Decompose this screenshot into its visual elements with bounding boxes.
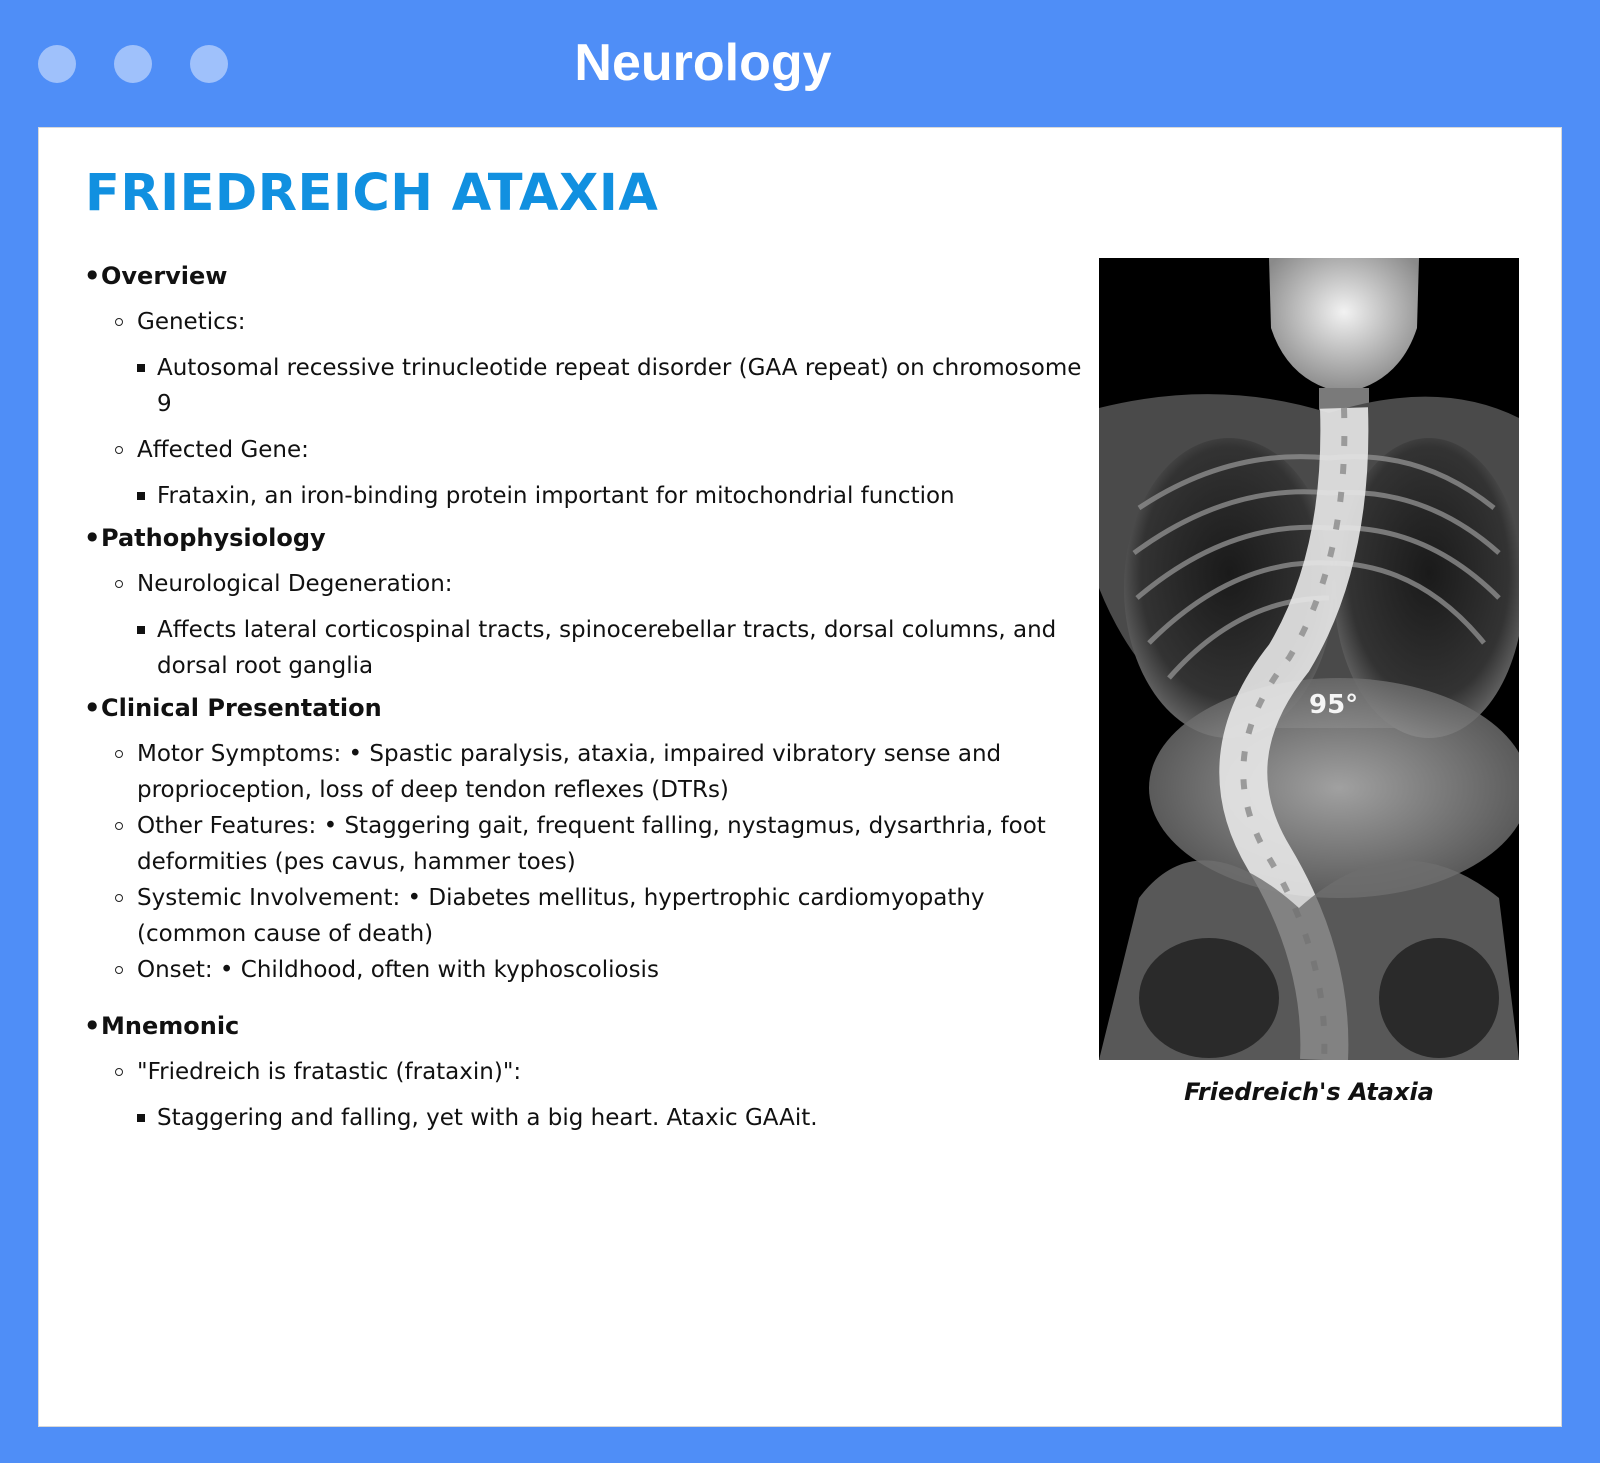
list-item — [101, 350, 1085, 422]
item-text: Other Features: • Staggering gait, frequent falling, nystagmus, dysarthria, foot deformities (pes cavus, hammer toes) — [137, 813, 1046, 875]
item-text: Frataxin, an iron-binding protein important for mitochondrial function — [157, 483, 955, 509]
list-item — [101, 880, 1085, 952]
list-item — [101, 478, 1085, 514]
circle-bullet-icon — [115, 580, 123, 588]
circle-bullet-icon — [115, 750, 123, 758]
section-clinical — [85, 690, 1085, 988]
item-text: "Friedreich is fratastic (frataxin)": — [137, 1059, 522, 1085]
item-text: Systemic Involvement: • Diabetes mellitus, hypertrophic cardiomyopathy (common cause of death) — [137, 885, 985, 947]
item-label: Genetics: — [137, 309, 246, 335]
circle-bullet-icon — [115, 446, 123, 454]
list-item — [101, 1100, 1085, 1136]
spine-xray-image — [1099, 258, 1519, 1060]
section-mnemonic — [85, 1008, 1085, 1136]
item-label: Affected Gene: — [137, 437, 309, 463]
list-item — [101, 736, 1085, 808]
circle-bullet-icon — [115, 318, 123, 326]
page-title: FRIEDREICH ATAXIA — [85, 164, 659, 223]
list-item — [101, 432, 1085, 468]
list-item — [101, 612, 1085, 684]
square-bullet-icon — [137, 626, 145, 634]
bullet-icon: ● — [87, 529, 98, 543]
window-title — [0, 30, 1406, 96]
list-item — [101, 952, 1085, 988]
section-heading: Overview — [101, 262, 228, 290]
list-item — [101, 304, 1085, 340]
square-bullet-icon — [137, 492, 145, 500]
square-bullet-icon — [137, 364, 145, 372]
bullet-icon: ● — [87, 267, 98, 281]
section-heading: Clinical Presentation — [101, 694, 382, 722]
section-heading: Pathophysiology — [101, 524, 326, 552]
square-bullet-icon — [137, 1114, 145, 1122]
circle-bullet-icon — [115, 966, 123, 974]
circle-bullet-icon — [115, 894, 123, 902]
list-item — [101, 808, 1085, 880]
circle-bullet-icon — [115, 822, 123, 830]
item-label: Neurological Degeneration: — [137, 571, 453, 597]
angle-label: 95° — [1309, 690, 1359, 720]
figure-caption: Friedreich's Ataxia — [1184, 1078, 1434, 1106]
notes-list — [85, 258, 1085, 1142]
circle-bullet-icon — [115, 1068, 123, 1076]
item-text: Autosomal recessive trinucleotide repeat disorder (GAA repeat) on chromosome 9 — [157, 355, 1082, 417]
section-overview — [85, 258, 1085, 514]
section-heading: Mnemonic — [101, 1012, 240, 1040]
item-text: Onset: • Childhood, often with kyphoscoliosis — [137, 957, 659, 983]
item-text: Affects lateral corticospinal tracts, spinocerebellar tracts, dorsal columns, and dorsal root ganglia — [157, 617, 1057, 679]
item-text: Staggering and falling, yet with a big heart. Ataxic GAAit. — [157, 1105, 818, 1131]
list-item — [101, 1054, 1085, 1090]
xray-figure — [1099, 258, 1519, 1106]
list-item — [101, 566, 1085, 602]
window-title-text: Neurology — [574, 34, 832, 92]
window-titlebar — [0, 0, 1600, 127]
bullet-icon: ● — [87, 1017, 98, 1031]
content-panel — [38, 127, 1562, 1427]
bullet-icon: ● — [87, 699, 98, 713]
section-pathophysiology — [85, 520, 1085, 684]
item-text: Motor Symptoms: • Spastic paralysis, ataxia, impaired vibratory sense and proprioception, loss of deep tendon reflexes (DTRs) — [137, 741, 1002, 803]
